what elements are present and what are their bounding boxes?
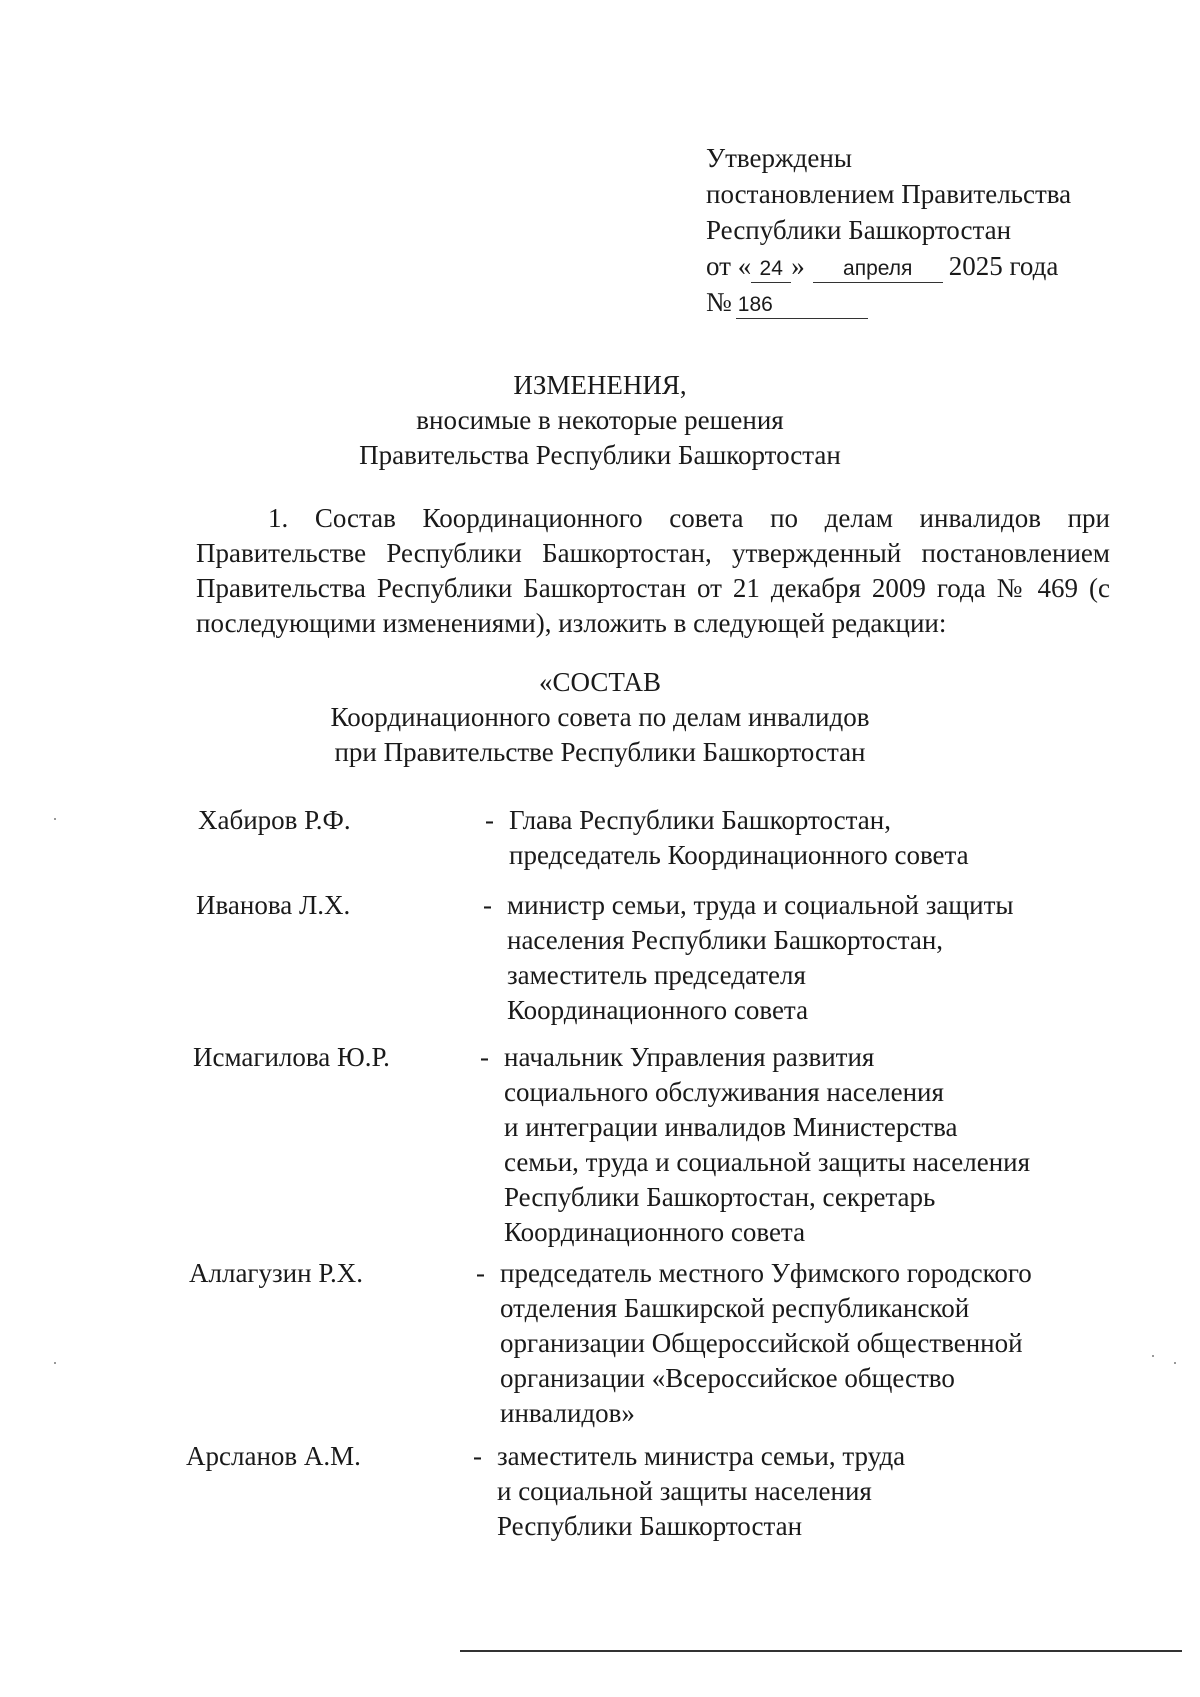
scan-speck — [1174, 1362, 1176, 1364]
number-prefix: № — [706, 287, 732, 317]
member-role-line: отделения Башкирской республиканской — [500, 1293, 970, 1323]
scan-speck — [54, 818, 56, 820]
member-role-line: министр семьи, труда и социальной защиты — [507, 890, 1014, 920]
member-name: Аллагузин Р.Х. — [189, 1258, 363, 1288]
paragraph-1-text: 1. Состав Координационного совета по делам инвалидов при Правительстве Республики Башкортостан, утвержденный постановлением Правительства Республики Башкортостан от 21 декабря 2009 года № 469 (с последующими изменениями), изложить в следующей редакции: — [196, 503, 1110, 638]
member-dash: - — [476, 1258, 485, 1288]
composition-line-3: при Правительстве Республики Башкортостан — [334, 737, 866, 767]
approval-stamp — [706, 140, 1071, 320]
date-close: » — [791, 251, 805, 281]
member-role-line: семьи, труда и социальной защиты населения — [504, 1147, 1031, 1177]
date-day: 24 — [751, 256, 791, 283]
member-role-line: заместитель министра семьи, труда — [497, 1441, 906, 1471]
composition-title: «СОСТАВ — [538, 667, 661, 697]
paragraph-1 — [196, 501, 1110, 641]
approval-line-2: постановлением Правительства — [706, 179, 1072, 209]
member-role — [504, 1040, 1030, 1250]
member-role-line: Координационного совета — [504, 1217, 806, 1247]
composition-line-2: Координационного совета по делам инвалидов — [330, 702, 870, 732]
member-role-line: организации «Всероссийское общество — [500, 1363, 955, 1393]
document-heading — [0, 368, 1200, 473]
composition-heading — [0, 665, 1200, 770]
member-role-line: Республики Башкортостан — [497, 1511, 803, 1541]
member-role-line: председатель Координационного совета — [509, 840, 969, 870]
date-prefix: от « — [706, 251, 752, 281]
member-role — [509, 803, 969, 873]
member-role-line: заместитель председателя — [507, 960, 806, 990]
member-role-line: Республики Башкортостан, секретарь — [504, 1182, 936, 1212]
member-name: Исмагилова Ю.Р. — [193, 1042, 390, 1072]
heading-title: ИЗМЕНЕНИЯ, — [513, 370, 687, 400]
date-month: апреля — [813, 256, 943, 283]
member-role — [497, 1439, 905, 1544]
approval-line-1: Утверждены — [706, 143, 852, 173]
member-role — [507, 888, 1014, 1028]
member-role-line: организации Общероссийской общественной — [500, 1328, 1023, 1358]
member-role-line: населения Республики Башкортостан, — [507, 925, 944, 955]
approval-line-3: Республики Башкортостан — [706, 215, 1012, 245]
member-role-line: социального обслуживания населения — [504, 1077, 944, 1107]
number-value: 186 — [736, 292, 868, 319]
heading-line-2: вносимые в некоторые решения — [416, 405, 784, 435]
member-name: Хабиров Р.Ф. — [198, 805, 351, 835]
approval-number — [706, 284, 1071, 320]
member-dash: - — [485, 805, 494, 835]
member-role-line: инвалидов» — [500, 1398, 635, 1428]
member-role-line: председатель местного Уфимского городского — [500, 1258, 1032, 1288]
member-role-line: и интеграции инвалидов Министерства — [504, 1112, 958, 1142]
heading-line-3: Правительства Республики Башкортостан — [359, 440, 841, 470]
member-role-line: и социальной защиты населения — [497, 1476, 872, 1506]
approval-date — [706, 248, 1071, 284]
member-dash: - — [480, 1042, 489, 1072]
member-role-line: Координационного совета — [507, 995, 809, 1025]
scan-edge-line — [460, 1650, 1182, 1652]
member-role-line: Глава Республики Башкортостан, — [509, 805, 891, 835]
member-name: Арсланов А.М. — [186, 1441, 361, 1471]
member-dash: - — [483, 890, 492, 920]
scan-speck — [1152, 1355, 1154, 1357]
member-role-line: начальник Управления развития — [504, 1042, 875, 1072]
member-role — [500, 1256, 1032, 1431]
member-dash: - — [473, 1441, 482, 1471]
scan-speck — [54, 1362, 56, 1364]
date-year: 2025 года — [948, 251, 1059, 281]
member-name: Иванова Л.Х. — [196, 890, 351, 920]
